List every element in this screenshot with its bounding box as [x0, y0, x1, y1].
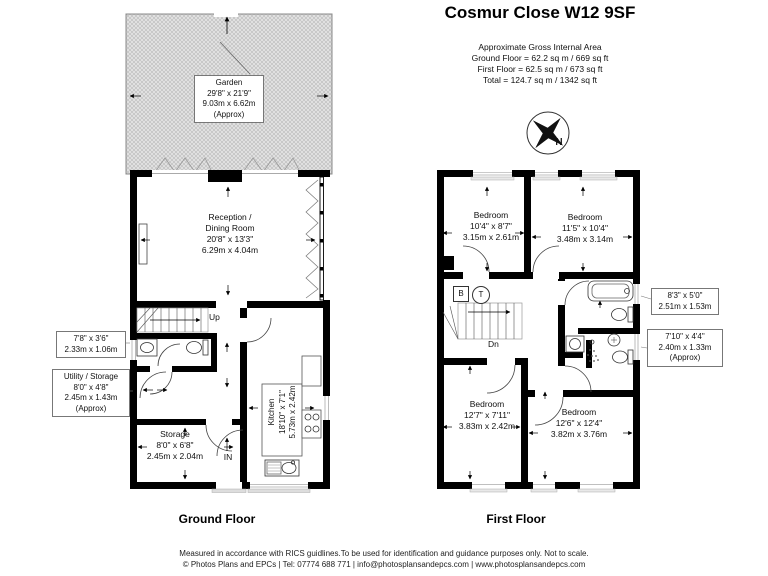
garden-imperial: 29'8" x 21'9" — [207, 88, 251, 98]
bedroom-bl-imperial: 12'7" x 7'11" — [464, 410, 510, 420]
area-summary — [420, 42, 660, 86]
reception-metric: 6.29m x 4.04m — [201, 245, 259, 255]
bedroom-bottom-right-label — [537, 407, 621, 440]
kitchen-label — [267, 367, 301, 457]
kitchen-name: Kitchen — [267, 398, 276, 426]
area-heading: Approximate Gross Internal Area — [478, 42, 602, 52]
bathroom-dims-box — [651, 288, 719, 315]
entrance-in-label: IN — [223, 452, 233, 462]
compass-north-label: N — [555, 137, 563, 148]
utility-name: Utility / Storage — [63, 372, 119, 381]
stairs-up-label: Up — [209, 312, 220, 322]
storage-metric: 2.45m x 2.04m — [146, 451, 204, 461]
bedroom-tl-metric: 3.15m x 2.61m — [462, 232, 520, 242]
first-floor-label: First Floor — [486, 512, 546, 526]
bedroom-br-metric: 3.82m x 3.76m — [550, 429, 608, 439]
storage-imperial: 8'0" x 6'8" — [156, 440, 194, 450]
utility-imperial: 8'0" x 4'8" — [73, 382, 109, 392]
tank-symbol: T — [472, 286, 490, 304]
reception-name-1: Reception / — [208, 212, 252, 222]
bedroom-br-imperial: 12'6" x 12'4" — [555, 418, 603, 428]
bedroom-top-left-label — [450, 210, 532, 243]
reception-name-2: Dining Room — [205, 223, 255, 233]
stairs-dn-label: Dn — [488, 339, 499, 349]
bathroom-imperial: 8'3" x 5'0" — [667, 291, 703, 300]
bedroom-top-right-label — [543, 212, 627, 245]
utility-metric: 2.45m x 1.43m — [64, 393, 118, 402]
garden-label — [194, 75, 264, 123]
area-first-floor: First Floor = 62.5 sq m / 673 sq ft — [477, 64, 603, 74]
bedroom-tr-metric: 3.48m x 3.14m — [556, 234, 614, 244]
wc-dims-box — [56, 331, 126, 358]
shower-room-dims-box — [647, 329, 723, 367]
boiler-symbol: B — [453, 286, 469, 302]
utility-box — [52, 369, 130, 417]
bedroom-tr-imperial: 11'5" x 10'4" — [562, 223, 608, 233]
bedroom-tr-name: Bedroom — [567, 212, 603, 222]
wc-imperial: 7'8" x 3'6" — [73, 334, 109, 343]
bedroom-tl-name: Bedroom — [473, 210, 509, 220]
reception-imperial: 20'8" x 13'3" — [206, 234, 254, 244]
garden-metric: 9.03m x 6.62m — [202, 99, 256, 108]
page-title: Cosmur Close W12 9SF — [444, 3, 636, 22]
ground-floor-label: Ground Floor — [178, 512, 256, 526]
storage-name: Storage — [160, 429, 190, 439]
wc-metric: 2.33m x 1.06m — [64, 344, 118, 354]
area-ground-floor: Ground Floor = 62.2 sq m / 669 sq ft — [471, 53, 609, 63]
storage-label — [135, 429, 215, 462]
reception-label — [178, 212, 282, 256]
shower-metric: 2.40m x 1.33m — [658, 342, 712, 352]
bedroom-bl-name: Bedroom — [469, 399, 505, 409]
area-total: Total = 124.7 sq m / 1342 sq ft — [482, 75, 598, 85]
garden-approx: (Approx) — [213, 109, 245, 119]
shower-imperial: 7'10" x 4'4" — [665, 332, 705, 341]
footer-disclaimer: Measured in accordance with RICS guidlines.To be used for identification and guidance purposes only. Not to scale. — [179, 549, 589, 558]
garden-name: Garden — [215, 78, 243, 87]
bedroom-tl-imperial: 10'4" x 8'7" — [470, 221, 512, 231]
bedroom-br-name: Bedroom — [561, 407, 597, 417]
bedroom-bl-metric: 3.83m x 2.42m — [458, 421, 516, 431]
kitchen-metric: 5.73m x 2.42m — [288, 385, 297, 439]
utility-approx: (Approx) — [75, 403, 107, 413]
bathroom-metric: 2.51m x 1.53m — [658, 301, 712, 311]
shower-approx: (Approx) — [669, 353, 701, 362]
bedroom-bottom-left-label — [446, 399, 528, 432]
footer-contact: © Photos Plans and EPCs | Tel: 07774 688 771 | info@photosplansandepcs.com | www.photosplansandepcs.com — [182, 560, 586, 569]
kitchen-imperial: 18'10" x 7'1" — [277, 390, 287, 434]
